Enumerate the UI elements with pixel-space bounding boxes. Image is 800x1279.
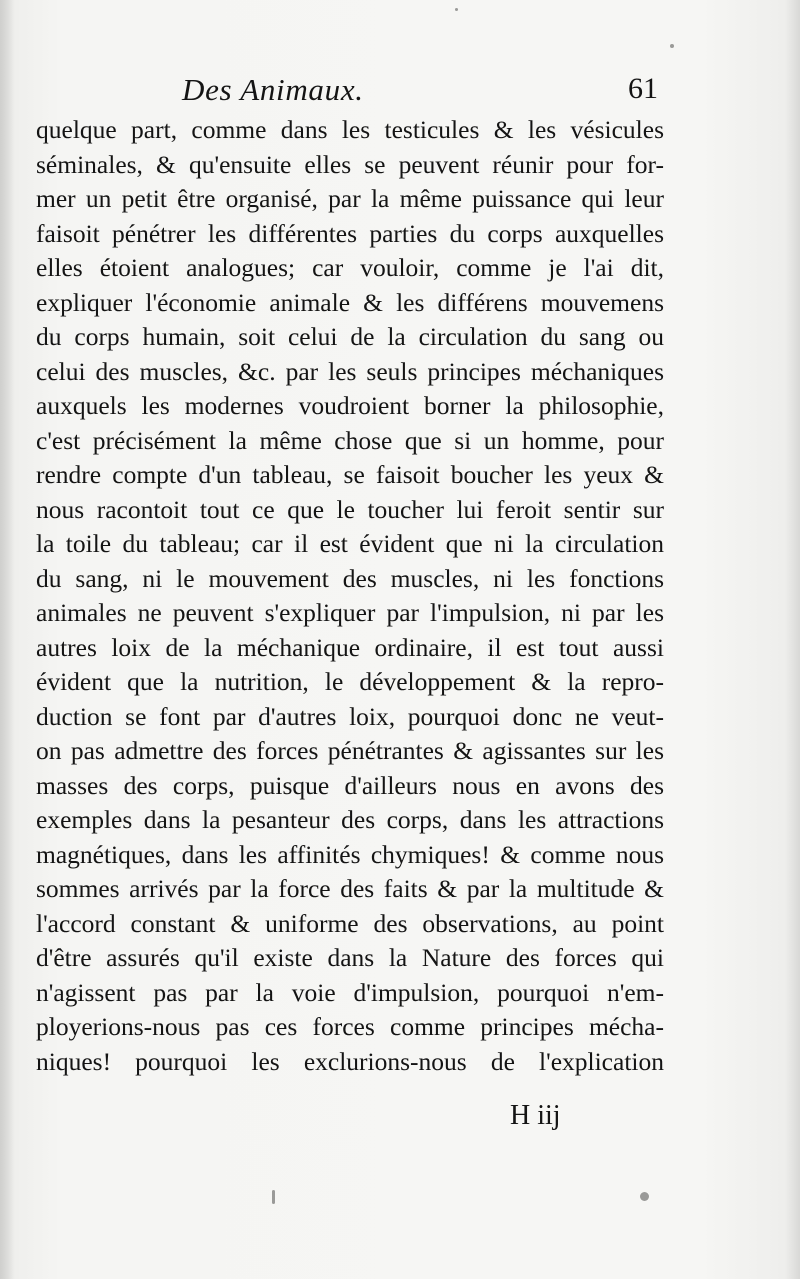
text-line: niques! pourquoi les exclurions-nous de l'explication: [36, 1046, 664, 1076]
text-line: rendre compte d'un tableau, se faisoit boucher les yeux &: [36, 460, 664, 489]
text-line: séminales, & qu'ensuite elles se peuvent réunir pour for-: [36, 149, 664, 179]
running-title: Des Animaux.: [182, 72, 364, 107]
text-line: auxquels les modernes voudroient borner la philosophie,: [36, 391, 664, 420]
text-line: elles étoient analogues; car vouloir, comme je l'ai dit,: [36, 253, 664, 282]
text-line: duction se font par d'autres loix, pourquoi donc ne veut-: [36, 701, 664, 731]
text-line: c'est précisément la même chose que si un homme, pour: [36, 425, 664, 455]
page-header: [182, 72, 662, 112]
text-line: exemples dans la pesanteur des corps, dans les attractions: [36, 805, 664, 834]
text-line: sommes arrivés par la force des faits & par la multitude &: [36, 874, 664, 903]
text-line: celui des muscles, &c. par les seuls principes méchaniques: [36, 356, 664, 386]
text-line: l'accord constant & uniforme des observations, au point: [36, 908, 664, 938]
text-line: expliquer l'économie animale & les différens mouvemens: [36, 287, 664, 317]
page-gutter-shadow: [0, 0, 14, 1279]
text-line: on pas admettre des forces pénétrantes & agissantes sur les: [36, 736, 664, 765]
paper-speck: [272, 1190, 275, 1204]
text-line: du sang, ni le mouvement des muscles, ni les fonctions: [36, 563, 664, 593]
paper-speck: [455, 8, 458, 11]
paper-speck: [670, 44, 674, 48]
text-line: faisoit pénétrer les différentes parties du corps auxquelles: [36, 218, 664, 248]
text-line: la toile du tableau; car il est évident que ni la circulation: [36, 529, 664, 558]
text-line: animales ne peuvent s'expliquer par l'impulsion, ni par les: [36, 598, 664, 627]
text-line: ployerions-nous pas ces forces comme principes mécha-: [36, 1012, 664, 1041]
signature-mark: H iij: [510, 1100, 561, 1131]
text-line: du corps humain, soit celui de la circulation du sang ou: [36, 322, 664, 351]
text-line: évident que la nutrition, le développement & la repro-: [36, 667, 664, 696]
page-number: 61: [628, 72, 658, 105]
text-line: d'être assurés qu'il existe dans la Nature des forces qui: [36, 943, 664, 972]
text-line: mer un petit être organisé, par la même puissance qui leur: [36, 184, 664, 213]
text-line: n'agissent pas par la voie d'impulsion, pourquoi n'em-: [36, 977, 664, 1007]
text-line: magnétiques, dans les affinités chymiques! & comme nous: [36, 839, 664, 869]
paper-speck: [640, 1192, 649, 1201]
text-line: autres loix de la méchanique ordinaire, il est tout aussi: [36, 632, 664, 662]
text-line: masses des corps, puisque d'ailleurs nous en avons des: [36, 770, 664, 800]
text-line: nous racontoit tout ce que le toucher lui feroit sentir sur: [36, 494, 664, 524]
body-text: [36, 113, 664, 1079]
text-line: quelque part, comme dans les testicules & les vésicules: [36, 115, 664, 144]
